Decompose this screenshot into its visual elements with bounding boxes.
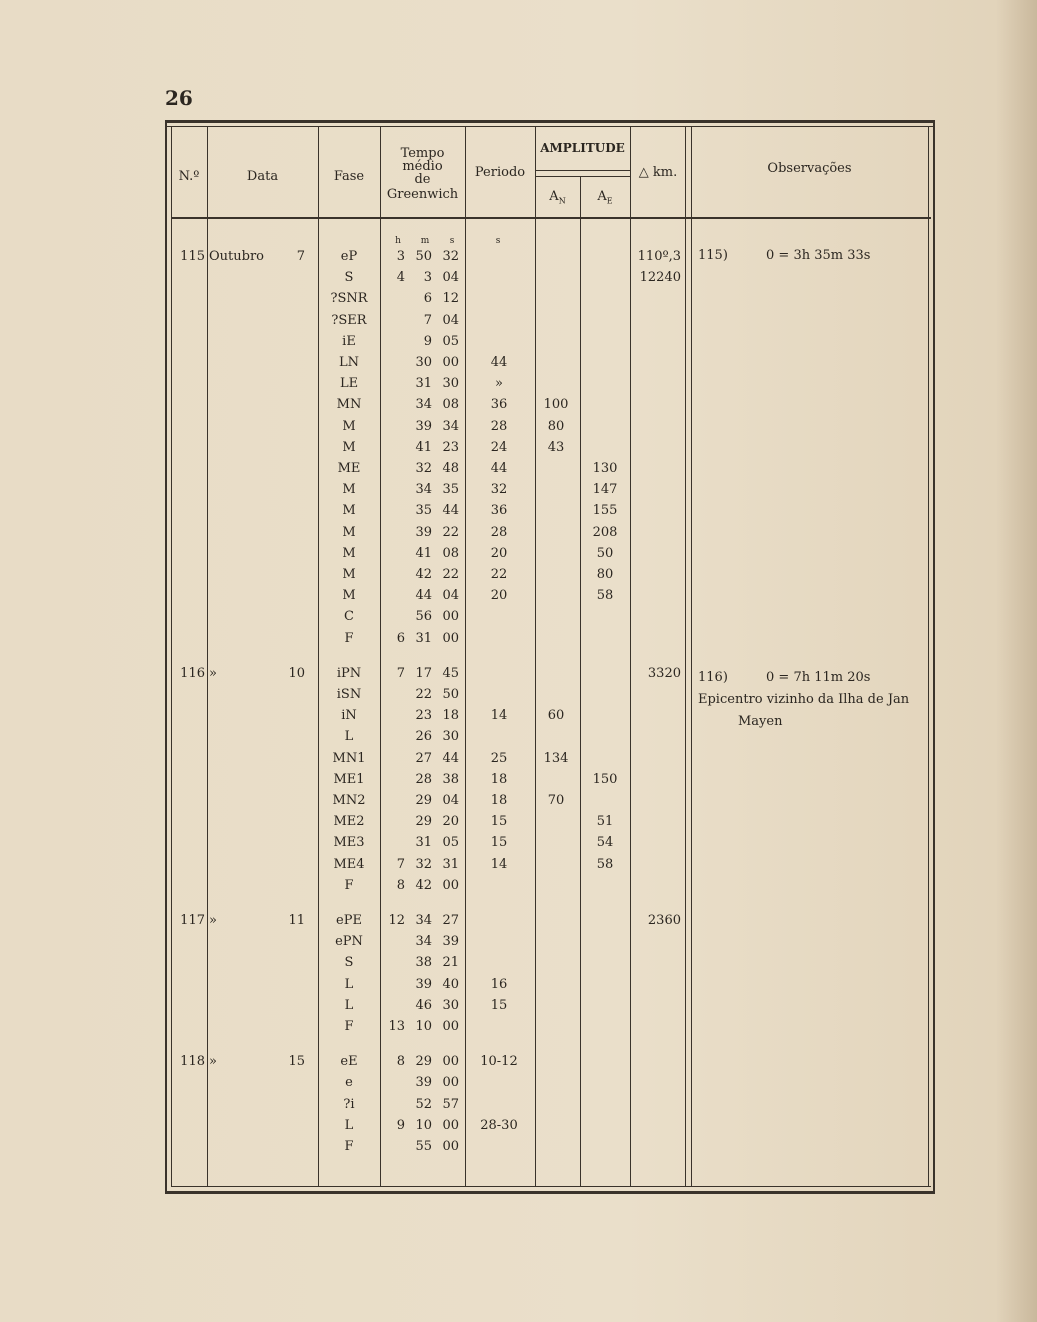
row-second: 08 (442, 545, 459, 561)
col-border-period (535, 126, 536, 1187)
row-minute: 29 (415, 1054, 432, 1070)
row-second: 30 (442, 997, 459, 1013)
row-period: 20 (490, 588, 508, 604)
row-minute: 10 (415, 1117, 432, 1133)
row-second: 22 (442, 524, 459, 540)
col-border-right-inner (928, 126, 929, 1187)
row-second: 30 (442, 729, 459, 745)
row-second: 30 (442, 376, 459, 392)
row-second: 04 (442, 312, 459, 328)
row-period: 44 (490, 461, 508, 476)
row-second: 22 (442, 567, 459, 582)
row-phase: F (344, 877, 354, 893)
row-second: 50 (442, 687, 459, 702)
header-km: △ km. (638, 165, 678, 180)
row-second: 00 (442, 630, 459, 646)
row-phase: L (344, 997, 354, 1013)
obs-116-line2: Epicentro vizinho da Ilha de Jan (698, 692, 910, 707)
col-border-left-outer (165, 120, 167, 1194)
col-border-km (685, 126, 686, 1187)
row-minute: 17 (415, 665, 432, 681)
row-minute: 44 (415, 588, 432, 604)
row-phase: MN1 (332, 750, 366, 766)
row-amplitude-n: 100 (543, 397, 569, 413)
row-number: 118 (180, 1054, 205, 1070)
row-hour: 4 (396, 270, 405, 286)
row-second: 04 (442, 793, 459, 808)
row-minute: 39 (415, 1075, 432, 1091)
row-second: 23 (442, 439, 459, 455)
row-minute: 38 (415, 955, 432, 971)
row-hour: 12 (388, 913, 405, 928)
col-border-km-double (691, 126, 692, 1187)
table-top-border-thin (165, 126, 935, 127)
row-hour: 8 (396, 877, 405, 893)
row-minute: 50 (415, 249, 432, 264)
row-period: 16 (490, 976, 508, 992)
row-second: 00 (442, 1054, 459, 1070)
row-second: 00 (442, 1139, 459, 1154)
unit-h: h (395, 236, 401, 246)
row-minute: 29 (415, 814, 432, 830)
row-second: 45 (442, 665, 459, 681)
row-phase: ME4 (333, 856, 365, 872)
row-minute: 26 (415, 729, 432, 745)
obs-116-line3: Mayen (738, 714, 783, 729)
col-border-time (465, 126, 466, 1187)
row-phase: iSN (336, 687, 362, 702)
unit-m: m (420, 236, 430, 246)
row-second: 44 (442, 503, 459, 519)
row-phase: ePE (336, 913, 362, 928)
row-period: 15 (490, 997, 508, 1013)
row-phase: LE (339, 376, 359, 392)
row-hour: 6 (396, 630, 405, 646)
row-amplitude-e: 51 (596, 814, 614, 830)
row-phase: C (344, 609, 354, 625)
row-period: 20 (490, 545, 508, 561)
row-period: 15 (490, 835, 508, 851)
row-amplitude-e: 58 (596, 856, 614, 872)
row-second: 35 (442, 482, 459, 498)
header-time-3: de (414, 172, 431, 187)
row-second: 20 (442, 814, 459, 830)
row-second: 00 (442, 355, 459, 370)
row-second: 48 (442, 461, 459, 476)
row-minute: 29 (415, 793, 432, 808)
header-amplitude: AMPLITUDE (540, 141, 625, 155)
row-minute: 31 (415, 376, 432, 392)
row-phase: M (342, 588, 356, 604)
row-hour: 13 (388, 1019, 405, 1034)
row-phase: iE (342, 333, 356, 349)
row-second: 40 (442, 976, 459, 992)
row-phase: iN (341, 708, 357, 724)
unit-s: s (449, 236, 455, 246)
row-amplitude-e: 147 (592, 482, 618, 498)
row-amplitude-n: 80 (547, 418, 565, 434)
row-hour: 9 (396, 1117, 405, 1133)
header-period: Periodo (474, 165, 526, 180)
row-second: 57 (442, 1096, 459, 1112)
row-second: 00 (442, 609, 459, 625)
row-minute: 3 (423, 270, 432, 286)
row-month: Outubro (209, 249, 264, 264)
row-amplitude-e: 130 (592, 461, 618, 476)
row-minute: 39 (415, 524, 432, 540)
row-period: 14 (490, 708, 508, 724)
row-amplitude-n: 43 (547, 439, 565, 455)
row-second: 08 (442, 397, 459, 413)
row-minute: 41 (415, 545, 432, 561)
row-phase: L (344, 1117, 354, 1133)
row-amplitude-n: 60 (547, 708, 565, 724)
row-minute: 41 (415, 439, 432, 455)
row-minute: 22 (415, 687, 432, 702)
row-period: 36 (490, 503, 508, 519)
row-minute: 32 (415, 856, 432, 872)
row-minute: 39 (415, 418, 432, 434)
row-phase: ?SNR (330, 291, 368, 307)
row-period: » (495, 376, 503, 392)
page-number: 26 (165, 86, 193, 110)
row-minute: 34 (415, 482, 432, 498)
obs-116-ref: 116) (698, 670, 728, 685)
row-minute: 42 (415, 877, 432, 893)
row-minute: 34 (415, 397, 432, 413)
amplitude-divider (535, 170, 630, 171)
row-minute: 46 (415, 997, 432, 1013)
row-period: 25 (490, 750, 508, 766)
obs-115-text: 0 = 3h 35m 33s (766, 248, 871, 263)
header-time-2: médio (402, 159, 443, 174)
seismic-table (165, 120, 935, 1195)
unit-period-s: s (495, 236, 501, 246)
row-month: » (209, 1054, 217, 1070)
row-second: 27 (442, 913, 459, 928)
row-minute: 34 (415, 934, 432, 950)
row-phase: LN (338, 355, 359, 370)
row-hour: 7 (396, 665, 405, 681)
row-phase: ePN (335, 934, 363, 950)
row-period: 28 (490, 418, 508, 434)
row-second: 05 (442, 835, 459, 851)
row-period: 14 (490, 856, 508, 872)
row-day: 7 (296, 249, 305, 264)
row-period: 28-30 (480, 1117, 518, 1133)
row-second: 00 (442, 1075, 459, 1091)
row-phase: ME1 (333, 771, 365, 787)
row-amplitude-n: 70 (547, 793, 565, 808)
row-hour: 7 (396, 856, 405, 872)
row-amplitude-n: 134 (543, 750, 569, 766)
table-top-border (165, 120, 935, 123)
row-period: 18 (490, 793, 508, 808)
header-an: $A_N$ (549, 189, 566, 206)
row-number: 115 (180, 249, 205, 264)
row-period: 10-12 (480, 1054, 518, 1070)
row-phase: iPN (336, 665, 362, 681)
header-date: Data (246, 169, 279, 184)
row-second: 00 (442, 877, 459, 893)
row-distance-km: 110º,3 (637, 249, 681, 264)
row-month: » (209, 665, 217, 681)
row-second: 31 (442, 856, 459, 872)
observation-116 (698, 667, 928, 733)
row-number: 117 (180, 913, 205, 928)
header-time-4: Greenwich (386, 187, 459, 202)
row-minute: 9 (423, 333, 432, 349)
row-amplitude-e: 155 (592, 503, 618, 519)
row-period: 28 (490, 524, 508, 540)
row-phase: F (344, 1019, 354, 1034)
row-second: 32 (442, 249, 459, 264)
row-minute: 23 (415, 708, 432, 724)
row-distance-km: 3320 (647, 665, 681, 681)
row-second: 05 (442, 333, 459, 349)
row-phase: F (344, 630, 354, 646)
row-phase: S (344, 270, 354, 286)
row-phase: MN2 (332, 793, 366, 808)
observation-115 (698, 245, 926, 267)
row-hour: 3 (396, 249, 405, 264)
row-phase: ?SER (331, 312, 367, 328)
row-phase: L (344, 976, 354, 992)
row-phase: S (344, 955, 354, 971)
row-minute: 10 (415, 1019, 432, 1034)
header-time-1: Tempo (400, 146, 445, 161)
row-phase: M (342, 439, 356, 455)
row-phase: ME2 (333, 814, 365, 830)
row-second: 00 (442, 1117, 459, 1133)
row-minute: 42 (415, 567, 432, 582)
table-bottom-border (165, 1191, 935, 1194)
row-period: 36 (490, 397, 508, 413)
row-phase: ?i (343, 1096, 355, 1112)
row-phase: M (342, 418, 356, 434)
row-amplitude-e: 150 (592, 771, 618, 787)
row-minute: 56 (415, 609, 432, 625)
table-bottom-border-thin (171, 1186, 931, 1187)
row-amplitude-e: 208 (592, 524, 618, 540)
row-phase: L (344, 729, 354, 745)
row-second: 39 (442, 934, 459, 950)
header-phase: Fase (333, 169, 365, 184)
row-minute: 7 (423, 312, 432, 328)
col-border-num (207, 126, 208, 1187)
row-phase: eP (340, 249, 358, 264)
row-period: 15 (490, 814, 508, 830)
row-minute: 39 (415, 976, 432, 992)
row-phase: e (345, 1075, 353, 1091)
row-minute: 28 (415, 771, 432, 787)
row-phase: F (344, 1139, 354, 1154)
row-phase: M (342, 503, 356, 519)
row-minute: 31 (415, 835, 432, 851)
row-period: 22 (490, 567, 508, 582)
row-second: 04 (442, 270, 459, 286)
row-month: » (209, 913, 217, 928)
row-day: 15 (288, 1054, 305, 1070)
col-border-left-inner (171, 126, 172, 1187)
row-minute: 55 (415, 1139, 432, 1154)
row-minute: 35 (415, 503, 432, 519)
header-ae: $A_E$ (597, 189, 613, 206)
row-minute: 31 (415, 630, 432, 646)
row-minute: 34 (415, 913, 432, 928)
col-border-date (318, 126, 319, 1187)
row-period: 32 (490, 482, 508, 498)
row-period: 24 (490, 439, 508, 455)
row-distance-km: 2360 (647, 913, 681, 928)
obs-116-text: 0 = 7h 11m 20s (766, 670, 871, 685)
row-phase: ME (337, 461, 361, 476)
header-num: N.º (178, 169, 200, 184)
row-minute: 30 (415, 355, 432, 370)
row-minute: 27 (415, 750, 432, 766)
row-phase: ME3 (333, 835, 365, 851)
row-second: 44 (442, 750, 459, 766)
row-number: 116 (180, 665, 205, 681)
row-minute: 32 (415, 461, 432, 476)
row-hour: 8 (396, 1054, 405, 1070)
row-day: 11 (288, 913, 305, 928)
row-amplitude-e: 80 (596, 567, 614, 582)
row-period: 18 (490, 771, 508, 787)
row-amplitude-e: 54 (596, 835, 614, 851)
row-second: 18 (442, 708, 459, 724)
row-phase: M (342, 524, 356, 540)
row-day: 10 (288, 665, 305, 681)
row-amplitude-e: 50 (596, 545, 614, 561)
header-bottom-border (171, 217, 931, 219)
row-phase: MN (336, 397, 362, 413)
row-second: 12 (442, 291, 459, 307)
row-phase: eE (340, 1054, 358, 1070)
row-second: 04 (442, 588, 459, 604)
row-minute: 52 (415, 1096, 432, 1112)
row-distance-km: 12240 (639, 270, 681, 286)
row-second: 34 (442, 418, 459, 434)
row-amplitude-e: 58 (596, 588, 614, 604)
col-border-an (580, 176, 581, 1187)
row-phase: M (342, 545, 356, 561)
amplitude-divider-2 (535, 176, 630, 177)
row-phase: M (342, 567, 356, 582)
row-period: 44 (490, 355, 508, 370)
row-second: 00 (442, 1019, 459, 1034)
row-minute: 6 (423, 291, 432, 307)
obs-115-ref: 115) (698, 248, 728, 263)
header-observations: Observações (767, 161, 852, 176)
col-border-phase (380, 126, 381, 1187)
row-phase: M (342, 482, 356, 498)
row-second: 21 (442, 955, 459, 971)
col-border-right-outer (933, 120, 935, 1194)
row-second: 38 (442, 771, 459, 787)
